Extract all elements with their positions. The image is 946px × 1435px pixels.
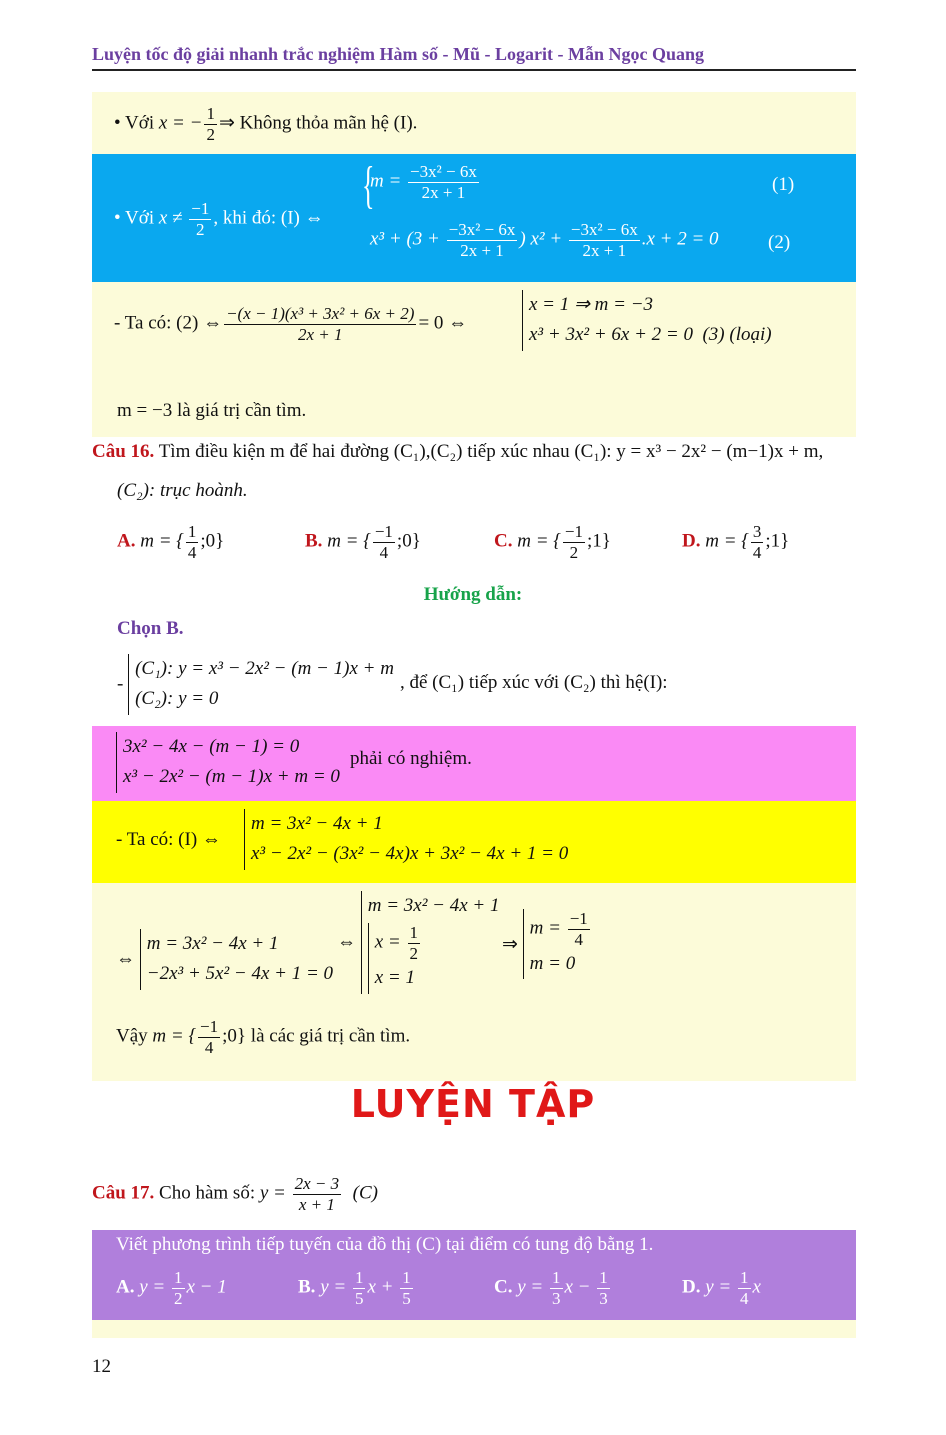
- solution-band-4: [92, 883, 856, 1081]
- yellow-system: m = 3x² − 4x + 1 x³ − 2x² − (3x² − 4x)x + 3x² − 4x + 1 = 0: [244, 809, 568, 870]
- question-16-line2: (C₂): trục hoành.: [117, 480, 248, 501]
- conclusion-m: m = −3 là giá trị cần tìm.: [117, 400, 307, 421]
- equation-1: m = $\frac{\text{−3x² − 6x}}{2x + 1}$: [370, 162, 477, 202]
- equation-2: x³ + (3 + $\frac{\text{−3x² − 6x}}{2x + 1}$ ) x² + $\frac{\text{−3x² − 6x}}{2x + 1}$ .x + 2 = 0: [370, 220, 719, 260]
- line-x-not-half: • Với x ≠ $\frac{-1}{2}$ , khi đó: (I) ⇔: [114, 199, 324, 239]
- option-d[interactable]: D. m = { $\frac{3}{4}$ ;1}: [682, 522, 790, 562]
- option-a[interactable]: A. m = { $\frac{1}{4}$ ;0}: [117, 522, 225, 562]
- case-bracket: [522, 290, 772, 351]
- running-header: Luyện tốc độ giải nhanh trắc nghiệm Hàm số - Mũ - Logarit - Mẫn Ngọc Quang: [92, 44, 705, 64]
- case-2: x³ + 3x² + 6x + 2 = 0 (3) (loại): [529, 324, 772, 346]
- q17-option-d[interactable]: D. y = $\frac{1}{4}$ x: [682, 1268, 761, 1308]
- chosen-answer: Chọn B.: [117, 618, 184, 639]
- guide-heading: Hướng dẫn:: [423, 584, 523, 605]
- yellow-prefix: - Ta có: (I) ⇔: [116, 829, 221, 850]
- option-b[interactable]: B. m = { $\frac{-1}{4}$ ;0}: [305, 522, 421, 562]
- page-number: 12: [92, 1356, 111, 1377]
- final-conclusion: Vậy m = { $\frac{-1}{4}$ ;0} là các giá trị cần tìm.: [116, 1017, 411, 1057]
- q17-option-a[interactable]: A. y = $\frac{1}{2}$ x − 1: [116, 1268, 227, 1308]
- equation-2-tag: (2): [768, 232, 791, 253]
- q17-prompt: Viết phương trình tiếp tuyến của đồ thị (C) tại điểm có tung độ bằng 1.: [116, 1234, 654, 1255]
- question-16: Câu 16. Tìm điều kiện m để hai đường (C₁),(C₂) tiếp xúc nhau (C₁): y = x³ − 2x² − (m−1)x + m,: [92, 441, 824, 462]
- system-i-text: phải có nghiệm.: [350, 748, 472, 769]
- equation-1-tag: (1): [772, 174, 795, 195]
- system-c1-c2-text: , để (C₁) tiếp xúc với (C₂) thì hệ(I):: [400, 672, 668, 693]
- system-c1-c2: - (C₁): y = x³ − 2x² − (m − 1)x + m (C₂): y = 0: [117, 654, 394, 715]
- line-x-minus-half: • Với x = − $\frac{1}{2}$ ⇒ Không thỏa mãn hệ (I).: [114, 104, 418, 144]
- header-rule: [92, 69, 856, 71]
- q17-band: [92, 1230, 856, 1320]
- solution-band-1: [92, 92, 856, 154]
- option-c[interactable]: C. m = { $\frac{-1}{2}$ ;1}: [494, 522, 611, 562]
- q17-option-b[interactable]: B. y = $\frac{1}{5}$ x + $\frac{1}{5}$: [298, 1268, 411, 1308]
- practice-title: LUYỆN TẬP: [350, 1082, 596, 1126]
- step-1: ⇔ m = 3x² − 4x + 1 −2x³ + 5x² − 4x + 1 = 0: [116, 929, 333, 990]
- step-3: ⇒ m = $\frac{-1}{4}$ m = 0: [502, 909, 592, 979]
- step-2: ⇔ m = 3x² − 4x + 1 x = $\frac{1}{2}$ x = 1: [337, 891, 500, 994]
- q17-band-footer: [92, 1320, 856, 1338]
- line-factor: - Ta có: (2) ⇔ $\frac{\text{−(x − 1)(x³ + 3x² + 6x + 2)}}{2x + 1}$ = 0 ⇔: [114, 304, 468, 344]
- solution-band-3: [92, 282, 856, 437]
- question-17: Câu 17. Cho hàm số: y = $\frac{2x - 3}{x + 1}$ (C): [92, 1174, 378, 1214]
- system-brace: {: [362, 157, 375, 214]
- system-i: 3x² − 4x − (m − 1) = 0 x³ − 2x² − (m − 1)x + m = 0: [116, 732, 340, 793]
- q17-option-c[interactable]: C. y = $\frac{1}{3}$ x − $\frac{1}{3}$: [494, 1268, 608, 1308]
- solution-band-2: [92, 154, 856, 282]
- pink-band: [92, 726, 856, 801]
- yellow-band: [92, 801, 856, 883]
- case-1: x = 1 ⇒ m = −3: [529, 294, 654, 315]
